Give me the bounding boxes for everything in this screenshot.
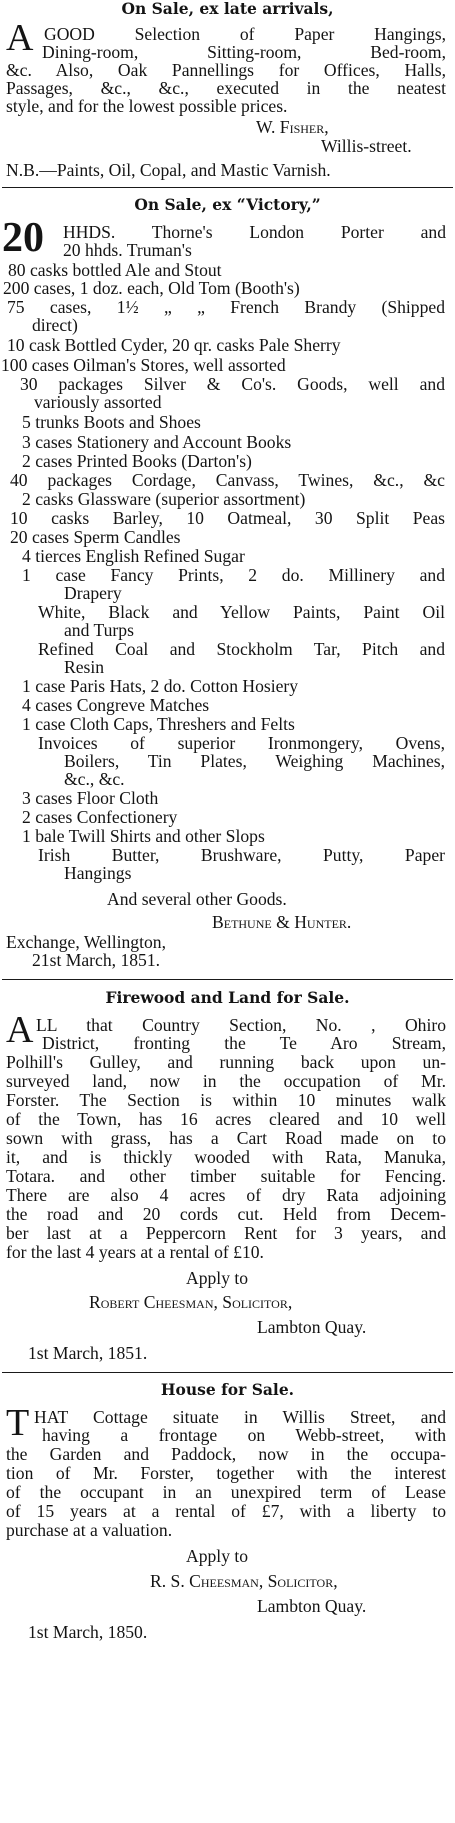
text-line: &c. Also, Oak Pannellings for Offices, Halls, [6, 60, 446, 80]
apply-line: Apply to [186, 1268, 249, 1288]
list-item: 20 cases Sperm Candles [10, 527, 181, 547]
text-line: having a frontage on Webb-street, with [42, 1425, 446, 1445]
list-item: 2 casks Glassware (superior assortment) [22, 489, 306, 509]
list-item: 2 cases Printed Books (Darton's) [22, 451, 252, 471]
ad-heading: House for Sale. [160, 1380, 295, 1399]
text-line: purchase at a valuation. [6, 1520, 173, 1540]
list-item: 75 cases, 1½ „ „ French Brandy (Shipped [7, 297, 445, 317]
list-item: 1 case Fancy Prints, 2 do. Millinery and [22, 565, 445, 585]
list-item: 4 cases Congreve Matches [22, 695, 210, 715]
text-line: the road and 20 cords cut. Held from Decem- [6, 1204, 446, 1224]
text-line: There are also 4 acres of dry Rata adjoining [6, 1185, 446, 1205]
list-item: &c., &c. [64, 769, 125, 789]
text-line: it, and is thickly wooded with Rata, Manuka, [6, 1147, 446, 1167]
text-line: style, and for the lowest possible prices. [6, 96, 288, 116]
list-item: 3 cases Floor Cloth [22, 788, 159, 808]
list-item: 2 cases Confectionery [22, 807, 178, 827]
list-item: direct) [32, 315, 78, 335]
advertiser-name: Bethune & Hunter. [212, 912, 352, 932]
list-item: 3 cases Stationery and Account Books [22, 432, 292, 452]
text-line: GOOD Selection of Paper Hangings, [44, 24, 446, 44]
note-line: N.B.—Paints, Oil, Copal, and Mastic Varnish. [6, 160, 331, 180]
closing-line: And several other Goods. [107, 889, 287, 909]
text-line: of the Town, has 16 acres cleared and 10 well [6, 1109, 446, 1129]
text-line: ber last at a Peppercorn Rent for 3 years, and [6, 1223, 446, 1243]
text-line: Totara. and other timber suitable for Fencing. [6, 1166, 446, 1186]
list-item: 1 case Paris Hats, 2 do. Cotton Hosiery [22, 676, 299, 696]
text-line: Passages, &c., &c., executed in the neatest [6, 78, 446, 98]
text-line: the Garden and Paddock, now in the occupa- [6, 1444, 446, 1464]
date-line: 1st March, 1851. [28, 1343, 148, 1363]
text-line: District, fronting the Te Aro Stream, [42, 1033, 446, 1053]
text-line: Polhill's Gulley, and running back upon un- [6, 1052, 446, 1072]
date-line: 21st March, 1851. [32, 950, 161, 970]
apply-line: Apply to [186, 1546, 249, 1566]
text-line: Forster. The Section is within 10 minutes walk [6, 1090, 446, 1110]
list-item: 30 packages Silver & Co's. Goods, well and [20, 374, 445, 394]
advertiser-address: Willis-street. [321, 136, 412, 156]
text-line: HAT Cottage situate in Willis Street, and [34, 1407, 446, 1427]
advertiser-name: R. S. Cheesman, Solicitor, [150, 1571, 338, 1591]
list-item: 10 casks Barley, 10 Oatmeal, 30 Split Peas [10, 508, 445, 528]
list-item: Refined Coal and Stockholm Tar, Pitch and [38, 639, 445, 659]
text-line: tion of Mr. Forster, together with the interest [6, 1463, 446, 1483]
list-item: variously assorted [34, 392, 162, 412]
list-item: 100 cases Oilman's Stores, well assorted [1, 355, 286, 375]
date-line: 1st March, 1850. [28, 1622, 148, 1642]
column-rule [2, 979, 453, 980]
list-item: 200 cases, 1 doz. each, Old Tom (Booth's) [3, 278, 300, 298]
advertiser-address: Lambton Quay. [257, 1596, 367, 1616]
ad-heading: Firewood and Land for Sale. [105, 988, 350, 1007]
text-line: Dining-room, Sitting-room, Bed-room, [42, 42, 446, 62]
list-item: 4 tierces English Refined Sugar [22, 546, 245, 566]
drop-cap: A [6, 1009, 34, 1051]
text-line: sown with grass, has a Cart Road made on to [6, 1128, 446, 1148]
list-item: 40 packages Cordage, Canvass, Twines, &c., &c [10, 470, 445, 490]
text-line: of the occupant in an unexpired term of Lease [6, 1482, 446, 1502]
column-rule [2, 1372, 453, 1373]
list-item: White, Black and Yellow Paints, Paint Oil [38, 602, 445, 622]
list-item: 1 bale Twill Shirts and other Slops [22, 826, 265, 846]
advertiser-name: Robert Cheesman, Solicitor, [89, 1292, 293, 1312]
list-item: 1 case Cloth Caps, Threshers and Felts [22, 714, 295, 734]
column-rule [2, 187, 453, 188]
list-item: Invoices of superior Ironmongery, Ovens, [38, 733, 445, 753]
list-item: Hangings [64, 863, 132, 883]
ad-heading: On Sale, ex late arrivals, [121, 0, 334, 18]
list-item: and Turps [64, 620, 134, 640]
list-item: 5 trunks Boots and Shoes [22, 412, 201, 432]
advertiser-name: W. Fisher, [256, 117, 329, 137]
list-item: Drapery [64, 583, 122, 603]
list-item: Resin [64, 657, 105, 677]
advertiser-address: Lambton Quay. [257, 1317, 367, 1337]
text-line: for the last 4 years at a rental of £10. [6, 1242, 264, 1262]
ad-heading: On Sale, ex “Victory,” [134, 195, 321, 214]
text-line: 20 hhds. Truman's [63, 240, 192, 260]
place-line: Exchange, Wellington, [6, 932, 166, 952]
list-item: 80 casks bottled Ale and Stout [8, 260, 222, 280]
drop-cap: A [6, 17, 34, 59]
text-line: HHDS. Thorne's London Porter and [63, 222, 446, 242]
text-line: of 15 years at a rental of £7, with a liberty to [6, 1501, 446, 1521]
text-line: surveyed land, now in the occupation of Mr. [6, 1071, 446, 1091]
list-item: Boilers, Tin Plates, Weighing Machines, [64, 751, 445, 771]
list-item: 10 cask Bottled Cyder, 20 qr. casks Pale Sherry [7, 335, 341, 355]
drop-cap: 20 [2, 215, 44, 261]
drop-cap: T [6, 1402, 30, 1444]
text-line: LL that Country Section, No. , Ohiro [36, 1015, 446, 1035]
list-item: Irish Butter, Brushware, Putty, Paper [38, 845, 445, 865]
